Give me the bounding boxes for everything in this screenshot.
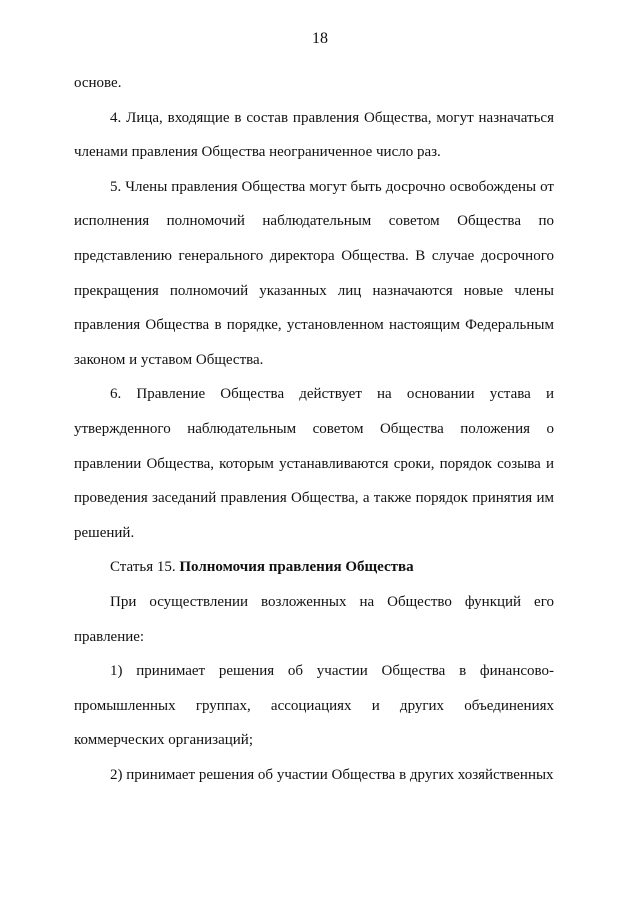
document-body [74,66,554,792]
article-title: Полномочия правления Общества [179,559,414,576]
paragraph-item-5: 5. Члены правления Общества могут быть досрочно освобождены от исполнения полномочий наблюдательным советом Общества по представлению генерального директора Общества. В случае досрочного прекращения полномочий указанных лиц назначаются новые члены правления Общества в порядке, установленном настоящим Федеральным законом и уставом Общества. [74,178,554,368]
article-item-1: 1) принимает решения об участии Общества в финансово-промышленных группах, ассоциациях и других объединениях коммерческих организаций; [74,663,554,749]
article-intro: При осуществлении возложенных на Общество функций его правление: [74,593,554,645]
page-number: 18 [312,30,328,47]
paragraph-continuation: основе. [74,75,122,91]
paragraph-item-4: 4. Лица, входящие в состав правления Общества, могут назначаться членами правления Общества неограниченное число раз. [74,109,554,161]
article-heading [74,550,554,585]
article-item-2: 2) принимает решения об участии Общества в других хозяйственных [110,766,554,783]
paragraph-item-6: 6. Правление Общества действует на основании устава и утвержденного наблюдательным советом Общества положения о правлении Общества, которым устанавливаются сроки, порядок созыва и проведения заседаний правления Общества, а также порядок принятия им решений. [74,386,554,541]
article-prefix: Статья 15. [110,559,176,576]
